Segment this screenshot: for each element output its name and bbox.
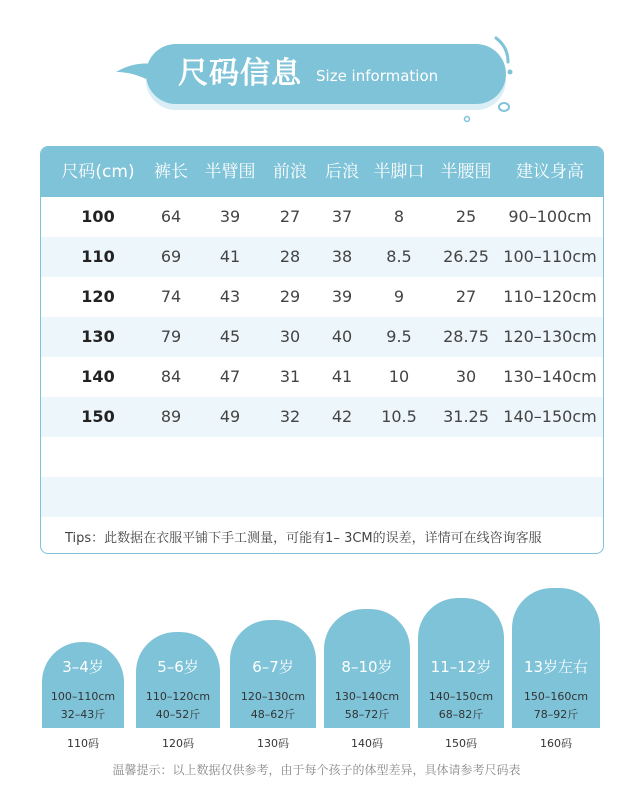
size-code-label: 120码 <box>162 737 194 750</box>
header-back-rise: 后浪 <box>325 162 359 182</box>
arch-age-label: 8–10岁 <box>341 658 393 676</box>
header-pant-length: 裤长 <box>154 162 188 182</box>
table-cell: 79 <box>160 327 182 346</box>
table-cell: 10.5 <box>381 407 417 426</box>
table-cell: 89 <box>160 407 182 426</box>
table-cell: 32 <box>279 407 301 426</box>
table-cell: 9.5 <box>386 327 412 346</box>
age-arch <box>324 609 410 728</box>
arch-height-range: 130–140cm <box>334 690 400 703</box>
age-arch <box>512 588 600 728</box>
empty-row <box>41 437 603 477</box>
table-row <box>41 317 603 357</box>
arch-height-range: 150–160cm <box>523 690 589 703</box>
table-cell: 26.25 <box>443 247 489 266</box>
table-cell: 42 <box>331 407 353 426</box>
table-cell: 8 <box>393 207 405 226</box>
table-cell: 41 <box>219 247 241 266</box>
size-code-label: 130码 <box>257 737 289 750</box>
table-cell: 39 <box>331 287 353 306</box>
table-cell: 140 <box>81 367 115 386</box>
table-cell: 140–150cm <box>503 407 597 426</box>
table-cell: 41 <box>331 367 353 386</box>
table-cell: 27 <box>455 287 477 306</box>
table-cell: 45 <box>219 327 241 346</box>
arch-weight-range: 40–52斤 <box>155 708 201 721</box>
table-cell: 130 <box>81 327 115 346</box>
header-half-waist: 半腰围 <box>440 162 492 182</box>
arch-height-range: 140–150cm <box>428 690 494 703</box>
table-row <box>41 397 603 437</box>
tips-text: Tips：此数据在衣服平铺下手工测量，可能有1– 3CM的误差，详情可在线咨询客服 <box>65 531 542 546</box>
table-cell: 150 <box>81 407 115 426</box>
reference-note: 温馨提示：以上数据仅供参考，由于每个孩子的体型差异，具体请参考尺码表 <box>112 763 521 777</box>
arch-weight-range: 78–92斤 <box>533 708 579 721</box>
table-cell: 28.75 <box>443 327 489 346</box>
page-subtitle: Size information <box>316 67 439 85</box>
table-cell: 110 <box>81 247 115 266</box>
age-arch <box>230 620 316 728</box>
arch-age-label: 6–7岁 <box>252 658 294 676</box>
table-cell: 27 <box>279 207 301 226</box>
arch-age-label: 3–4岁 <box>62 658 104 676</box>
table-cell: 30 <box>279 327 301 346</box>
arch-height-range: 100–110cm <box>50 690 116 703</box>
table-cell: 31.25 <box>443 407 489 426</box>
table-cell: 69 <box>160 247 182 266</box>
table-cell: 29 <box>279 287 301 306</box>
table-cell: 39 <box>219 207 241 226</box>
header-height: 建议身高 <box>516 162 584 182</box>
table-cell: 25 <box>455 207 477 226</box>
arch-weight-range: 68–82斤 <box>438 708 484 721</box>
age-arch <box>136 632 220 728</box>
table-cell: 38 <box>331 247 353 266</box>
table-cell: 31 <box>279 367 301 386</box>
header-half-arm: 半臂围 <box>204 162 256 182</box>
arch-weight-range: 58–72斤 <box>344 708 390 721</box>
size-code-label: 110码 <box>67 737 99 750</box>
page-title: 尺码信息 <box>178 56 302 91</box>
table-cell: 120 <box>81 287 115 306</box>
table-row <box>41 277 603 317</box>
empty-row <box>41 477 603 517</box>
table-cell: 130–140cm <box>503 367 597 386</box>
header-banner <box>0 0 633 130</box>
table-cell: 40 <box>331 327 353 346</box>
arch-height-range: 110–120cm <box>145 690 211 703</box>
arch-weight-range: 32–43斤 <box>60 708 106 721</box>
table-cell: 37 <box>331 207 353 226</box>
header-leg-opening: 半脚口 <box>373 162 425 182</box>
age-arch <box>42 642 124 728</box>
table-cell: 30 <box>455 367 477 386</box>
table-cell: 9 <box>393 287 405 306</box>
size-code-label: 150码 <box>445 737 477 750</box>
table-cell: 10 <box>388 367 410 386</box>
table-row <box>41 237 603 277</box>
table-cell: 100 <box>81 207 115 226</box>
table-cell: 110–120cm <box>503 287 597 306</box>
size-code-label: 160码 <box>540 737 572 750</box>
table-row <box>41 197 603 237</box>
table-cell: 49 <box>219 407 241 426</box>
table-cell: 74 <box>160 287 182 306</box>
age-arch <box>418 598 504 728</box>
table-cell: 47 <box>219 367 241 386</box>
table-cell: 100–110cm <box>503 247 597 266</box>
table-cell: 64 <box>160 207 182 226</box>
arch-height-range: 120–130cm <box>240 690 306 703</box>
table-row <box>41 357 603 397</box>
small-circle-icon <box>462 114 472 124</box>
size-code-label: 140码 <box>351 737 383 750</box>
sparkle-decoration-icon <box>488 34 528 124</box>
arch-age-label: 13岁左右 <box>523 658 589 676</box>
arch-age-label: 11–12岁 <box>430 658 492 676</box>
table-cell: 28 <box>279 247 301 266</box>
table-header <box>41 147 603 197</box>
table-cell: 8.5 <box>386 247 412 266</box>
arch-age-label: 5–6岁 <box>157 658 199 676</box>
table-cell: 90–100cm <box>508 207 592 226</box>
table-cell: 120–130cm <box>503 327 597 346</box>
header-size: 尺码(cm) <box>61 162 135 182</box>
size-table <box>40 146 604 554</box>
header-front-rise: 前浪 <box>273 162 307 182</box>
table-cell: 43 <box>219 287 241 306</box>
arch-weight-range: 48–62斤 <box>250 708 296 721</box>
table-cell: 84 <box>160 367 182 386</box>
